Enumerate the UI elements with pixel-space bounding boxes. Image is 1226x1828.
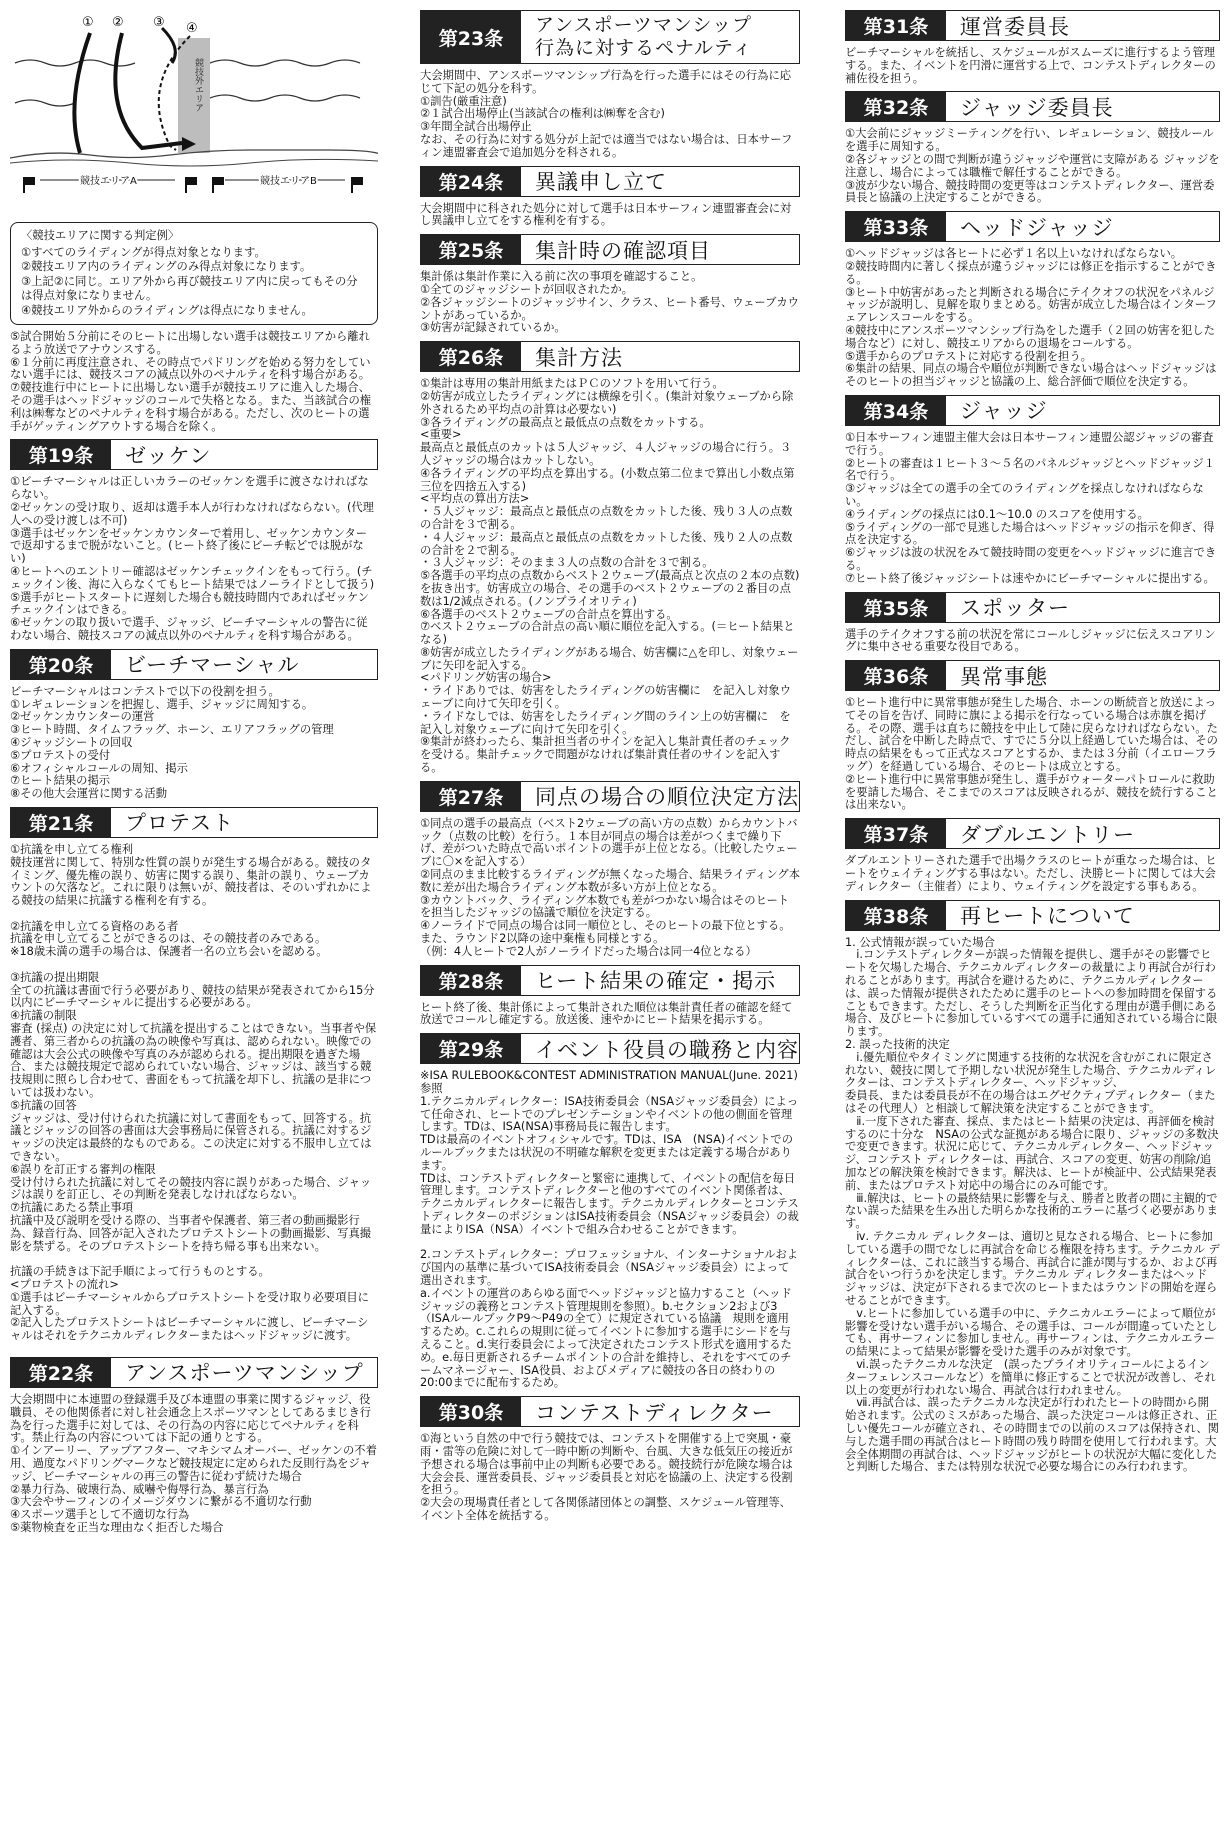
- article-number: 第27条: [421, 782, 521, 811]
- article-title: スポッター: [960, 596, 1070, 620]
- article-19-body: ①ビーチマーシャルは正しいカラーのゼッケンを選手に渡さなければならない。 ②ゼッケンの受け取り、返却は選手本人が行わなければならない。(代理人への受け渡しは不可) ③選手はゼッケンをゼッケンカウンターで着用し、ゼッケンカウンターで返却するまで脱がないこと。(ヒート終了後にビーチ転どでは脱がない) ④ヒートへのエントリー確認はゼッケンチェックインをもって行う。(チェックイン後、海に入らなくてもヒート結果ではノーライドとして扱う) ⑤選手がヒートスタートに遅刻した場合も競技時間内であればゼッケンチェックインはできる。 ⑥ゼッケンの取り扱いで選手、ジャッジ、ビーチマーシャルの警告に従わない場合、競技スコアの減点以外のペナルティを科す場合がある。: [10, 475, 375, 642]
- marker-1: ①: [82, 15, 94, 30]
- article-28-header: [420, 965, 800, 996]
- marker-2: ②: [112, 15, 124, 30]
- judgement-line: ④競技エリア外からのライディングは得点になりません。: [21, 303, 313, 317]
- article-number: 第30条: [421, 1397, 521, 1426]
- article-33-header: [845, 211, 1220, 242]
- article-28-body: ヒート終了後、集計係によって集計された順位は集計責任者の確認を経て放送でコールし確定する。放送後、速やかにヒート結果を掲示する。: [420, 1000, 793, 1027]
- column-2: [420, 0, 800, 1523]
- article-22-header: [10, 1357, 378, 1388]
- marker-3: ③: [153, 15, 165, 30]
- article-29-body: ※ISA RULEBOOK&CONTEST ADMINISTRATION MANUAL(June. 2021)参照 1.テクニカルディレクター：ISA技術委員会（NSAジャッジ委員会）によって任命され、ヒートでのプレゼンテーションやイベントの他の側面を管理します。TDは、ISA(NSA)事務局長に報告します。 TDは最高のイベントオフィシャルです。TDは、ISA (NSA)イベントでのルールブックまたは状況の不明確な解釈を変更または定義する場合があります。 TDは、コンテストディレクターと緊密に連携して、イベントの配信を毎日管理します。コンテストディレクターと他のすべてのイベント関係者は、テクニカルディレクターに報告します。テクニカルディレクターとコンテストディレクターのポジションはISA技術委員会（NSAジャッジ委員会）の裁量によりISA（NSA）イベントで組み合わせることができます。 2.コンテストディレクター：プロフェッショナル、インターナショナルおよび国内の基準に基づいてISA技術委員会（NSAジャッジ委員会）によって選出されます。 a.イベントの運営のあらゆる面でヘッドジャッジと協力すること（ヘッドジャッジの義務とコンテスト管理規則を参照）。b.セクション2および3（ISAルールブックP9〜P49の全て）に規定されている協議 規則を適用するため。c.これらの規則に従ってイベントに参加する選手にシードを与えること。d.実行委員会によって決定されたコンテスト形式を適用するため。e.毎日更新されるチームポイントの合計を維持し、それをすべてのチームマネージャー、ISA役員、およびメディアに競技の各日の終わりの20:00までに配布するため。: [420, 1069, 799, 1390]
- article-number: 第26条: [421, 342, 521, 371]
- article-19-header: [10, 439, 378, 470]
- article-23-body: 大会期間中、アンスポーツマンシップ行為を行った選手にはその行為に応じて下記の処分を科す。 ①訓告(厳重注意) ②１試合出場停止(当該試合の権利は㈱奪を含む) ③年間全試合出場停止 なお、その行為に対する処分が上記では適当ではない場合は、日本サーフィン連盟審査会で追加処分を科される。: [420, 69, 793, 159]
- article-title: アンスポーツマンシップ: [125, 1361, 364, 1386]
- ride-path-2: [115, 33, 182, 148]
- judgement-line: ①すべてのライディングが得点対象となります。: [21, 245, 266, 259]
- article-title: ダブルエントリー: [960, 822, 1136, 847]
- article-title: コンテストディレクター: [535, 1400, 774, 1425]
- article-title: 集計時の確認項目: [535, 238, 711, 263]
- column-3: [845, 0, 1220, 1474]
- article-number: 第36条: [846, 661, 946, 690]
- article-32-body: ①大会前にジャッジミーティングを行い、レギュレーション、競技ルールを選手に周知する。 ②各ジャッジとの間で判断が違うジャッジや運営に支障がある ジャッジを注意し、場合によっては職権で解任することができる。 ③波が少ない場合、競技時間の変更等はコンテストディレクター、運営委員長と協議の上決定することができる。: [845, 127, 1220, 205]
- ride-path-3: [162, 28, 175, 63]
- article-26-header: [420, 341, 800, 372]
- article-title: ビーチマーシャル: [125, 653, 300, 678]
- article-35-header: [845, 592, 1220, 623]
- article-23-header: [420, 10, 800, 64]
- out-of-area-label: 競技外エリア: [193, 58, 203, 112]
- article-number: 第21条: [11, 808, 111, 837]
- area-b-label: 競技エリアB: [260, 176, 317, 187]
- article-27-header: [420, 781, 800, 812]
- article-24-header: [420, 166, 800, 197]
- judgement-example-box: [10, 222, 378, 325]
- column-1: [10, 0, 378, 1535]
- article-number: 第32条: [846, 92, 946, 121]
- article-title: 運営委員長: [960, 14, 1070, 39]
- article-36-body: ①ヒート進行中に異常事態が発生した場合、ホーンの断続音と放送によってその旨を告げ、同時に旗による掲示を行なっている場合は赤旗を掲げる。その際、選手は直ちに競技を中止して陸に戻らなければならない。ただし、試合を中断した時点で、すでに５分以上経過していた場合は、その時点の結果をもって正式なスコアとするか、または３分前（イエローフラッグ）を経過している場合、そのヒートは成立とする。 ②ヒート進行中に異常事態が発生し、選手がウォーターパトロールに救助を要請した場合、そこまでのスコアは反映されるが、競技を続行することは出来ない。: [845, 696, 1218, 812]
- article-title: 集計方法: [535, 345, 623, 370]
- article-title: ゼッケン: [125, 443, 212, 468]
- article-number: 第31条: [846, 11, 946, 40]
- article-number: 第23条: [421, 11, 521, 63]
- article-21-body: ①抗議を申し立てる権利 競技運営に関して、特別な性質の誤りが発生する場合がある。競技のタイミング、優先権の誤り、妨害に関する誤り、集計の誤り、ウェーブカウントの欠落など。これに限りは無いが、競技者は、そのいずれかによる競技の結果に抗議する権利を有する。 ②抗議を申し立てる資格のある者 抗議を申し立てることができるのは、その競技者のみである。 ※18歳未満の選手の場合は、保護者一名の立ち会いを認める。 ③抗議の提出期限 全ての抗議は書面で行う必要があり、競技の結果が発表されてから15分以内にビーチマーシャルに提出する必要がある。 ④抗議の制限 審査 (採点) の決定に対して抗議を提出することはできない。当事者や保護者、第三者からの抗議の為の映像や写真は、認められない。映像での確認は大会公式の映像や写真のみが認められる。提出期限を過ぎた場合、または競技規定で認められていない場合、ジャッジは、該当する競技規則に照らし合わせて、書面をもって抗議を却下し、抗議の是非については扱わない。 ⑤抗議の回答 ジャッジは、受け付けられた抗議に対して書面をもって、回答する。抗議とジャッジの回答の書面は大会事務局に保管される。抗議に対するジャッジの決定は最終的なものである。この決定に対する不服申し立てはできない。 ⑥誤りを訂正する審判の権限 受け付けられた抗議に対してその競技内容に誤りがあった場合、ジャッジは誤りを訂正し、その判断を発表しなければならない。 ⑦抗議にあたる禁止事項 抗議中及び説明を受ける際の、当事者や保護者、第三者の動画撮影行為、録音行為、回答が記入されたプロテストシートの動画撮影、写真撮影を禁ずる。そのプロテストシートを持ち帰る事も出来ない。 抗議の手続きは下記手順によって行うものとする。 <プロテストの流れ> ①選手はビーチマーシャルからプロテストシートを受け取り必要項目に記入する。 ②記入したプロテストシートはビーチマーシャルに渡し、ビーチマーシャルはそれをテクニカルディレクターまたはヘッドジャッジに渡す。: [10, 842, 377, 1343]
- article-18-continued: ⑤試合開始５分前にそのヒートに出場しない選手は競技エリアから離れるよう放送でアナウンスする。 ⑥１分前に再度注意され、その時点でパドリングを始める努力をしていない選手には、競技スコアの減点以外のペナルティを科す場合がある。 ⑦競技進行中にヒートに出場しない選手が競技エリアに進入した場合、その選手はヘッドジャッジのコールで失格となる。また、当該試合の権利は㈱奪などのペナルティを科す場合がある。ただし、次のヒートの選手がゲッティングアウトする場合を除く。: [10, 330, 372, 433]
- article-title: 異常事態: [960, 664, 1048, 689]
- article-number: 第29条: [421, 1034, 521, 1063]
- article-26-body: ①集計は専用の集計用紙またはＰＣのソフトを用いて行う。 ②妨害が成立したライディングには横線を引く。(集計対象ウェーブから除外されるため平均点の計算は必要ない) ③各ライディングの最高点と最低点の点数をカットする。 <重要> 最高点と最低点のカットは５人ジャッジ、４人ジャッジの場合に行う。３人ジャッジの場合はカットしない。 ④各ライディングの平均点を算出する。(小数点第二位まで算出し小数点第三位を四捨五入する) <平均点の算出方法> ・５人ジャッジ：最高点と最低点の点数をカットした後、残り３人の点数の合計を３で割る。 ・４人ジャッジ：最高点と最低点の点数をカットした後、残り２人の点数の合計を２で割る。 ・３人ジャッジ：そのまま３人の点数の合計を３で割る。 ⑤各選手の平均点の点数からベスト２ウェーブ(最高点と次点の２本の点数)を抜き出す。妨害成立の場合、その選手のベスト２ウェーブの２番目の点数は1/2減点される。(ノンプライオリティ) ⑥各選手のベスト２ウェーブの合計点を算出する。 ⑦ベスト２ウェーブの合計点の高い順に順位を記入する。(＝ヒート結果となる) ⑧妨害が成立したライディングがある場合、妨害欄に△を印し、対象ウェーブに矢印を記入する。 <パドリング妨害の場合> ・ライドありでは、妨害をしたライディングの妨害欄に を記入し対象ウェーブに向けて矢印を引く。 ・ライドなしでは、妨害をしたライディング間のライン上の妨害欄に を記入し対象ウェーブに向けて矢印を引く。 ⑨集計が終わったら、集計担当者のサインを記入し集計責任者のチェックを受ける。集計チェックで問題がなければ集計責任者のサインを記入する。: [420, 377, 800, 775]
- article-34-body: ①日本サーフィン連盟主催大会は日本サーフィン連盟公認ジャッジの審査で行う。 ②ヒートの審査は１ヒート３〜５名のパネルジャッジとヘッドジャッジ１名で行う。 ③ジャッジは全ての選手の全てのライディングを採点しなければならない。 ④ライディングの採点には0.1〜10.0 のスコアを使用する。 ⑤ライディングの一部で見逃した場合はヘッドジャッジの指示を仰ぎ、得点を決定する。 ⑥ジャッジは波の状況をみて競技時間の変更をヘッドジャッジに進言できる。 ⑦ヒート終了後ジャッジシートは速やかにビーチマーシャルに提出する。: [845, 430, 1217, 585]
- article-36-header: [845, 660, 1220, 691]
- article-37-body: ダブルエントリーされた選手で出場クラスのヒートが重なった場合は、ヒートをウェイティングする事はない。ただし、決勝ヒートに関しては大会ディレクター（主催者）により、ウェイティングを設定する事もある。: [845, 854, 1217, 893]
- article-title: 同点の場合の順位決定方法: [535, 785, 799, 810]
- article-number: 第38条: [846, 901, 946, 930]
- article-number: 第24条: [421, 167, 521, 196]
- article-29-header: [420, 1033, 800, 1064]
- article-30-body: ①海という自然の中で行う競技では、コンテストを開催する上で突風・豪雨・雷等の危険に対して一時中断の判断や、台風、大きな低気圧の接近が予想される場合は事前中止の判断も必要である。競技続行が危険な場合は大会会長、運営委員長、ジャッジ委員長と対応を協議の上、決定する役割を担う。 ②大会の現場責任者として各関係諸団体との調整、スケジュール管理等、イベント全体を統括する。: [420, 1432, 793, 1522]
- article-30-header: [420, 1396, 800, 1427]
- article-20-header: [10, 649, 378, 680]
- article-22-body: 大会期間中に本連盟の登録選手及び本連盟の事業に関するジャッジ、役職員、その他関係者に対し社会通念上スポーツマンとしてあるまじき行為を行った選手に対しては、その行為の内容に応じてペナルティを科す。禁止行為の内容については下記の通りとする。 ①インアーリー、アップアフター、マキシマムオーバー、ゼッケンの不着用、過度なパドリングマークなど競技規定に定められた反則行為をジャッジ、ビーチマーシャルの再三の警告に従わず続けた場合 ②暴力行為、破壊行為、威嚇や侮辱行為、暴言行為 ③大会やサーフィンのイメージダウンに繋がる不適切な行動 ④スポーツ選手として不適切な行為 ⑤薬物検査を正当な理由なく拒否した場合: [10, 1392, 377, 1534]
- article-number: 第22条: [11, 1358, 111, 1387]
- article-title: ヒート結果の確定・掲示: [535, 969, 777, 994]
- article-37-header: [845, 818, 1220, 849]
- article-31-body: ビーチマーシャルを統括し、スケジュールがスムーズに進行するよう管理する。また、イベントを円滑に運営する上で、コンテストディレクターの補佐役を担う。: [845, 46, 1216, 85]
- article-title: ジャッジ委員長: [960, 95, 1114, 120]
- article-title: 異議申し立て: [535, 170, 667, 195]
- article-38-header: [845, 900, 1220, 931]
- article-number: 第35条: [846, 593, 946, 622]
- article-title: 再ヒートについて: [960, 904, 1135, 929]
- article-title: イベント役員の職務と内容: [535, 1037, 799, 1062]
- marker-4: ④: [186, 21, 198, 36]
- article-33-body: ①ヘッドジャッジは各ヒートに必ず１名以上いなければならない。 ②競技時間内に著しく採点が違うジャッジには修正を指示することができる。 ③ヒート中妨害があったと判断される場合にテイクオフの状況をパネルジャッジが説明し、見解を取りまとめる。妨害が成立した場合はインターフェアレンスコールをする。 ④競技中にアンスポーツマンシップ行為をした選手（２回の妨害を犯した場合など）に対し、競技エリアからの退場をコールする。 ⑤選手からのプロテストに対応する役割を担う。 ⑥集計の結果、同点の場合や順位が判断できない場合はヘッドジャッジはそのヒートの担当ジャッジと協議の上、総合評価で順位を決定する。: [845, 247, 1217, 389]
- article-35-body: 選手のテイクオフする前の状況を常にコールしジャッジに伝えスコアリングに集中させる重要な役目である。: [845, 627, 1216, 654]
- article-38-body: 1. 公式情報が誤っていた場合 ⅰ.コンテストディレクターが誤った情報を提供し、選手がその影響でヒートを欠場した場合、テクニカルディレクターの裁量により再試合が行われることがあります。再試合を避けるために、テクニカルディレクターは、誤った情報が提供されたために選手のヒートへの参加時間を保留することもできます。ただし、そうした判断を正当化する理由が選手側にある場合、及びヒートに参加しているすべての選手に通知されている場合に限ります。 2. 誤った技術的決定 ⅰ.優先順位やタイミングに関連する技術的な状況を含むがこれに限定されない、競技に関して予期しない状況が発生した場合、テクニカルディレクターは、コンテストディレクター、ヘッドジャッジ、 委員長、または委員長が不在の場合はエグゼクティブディレクター（またはその代理人）と相談して解決策を決定することができます。 ⅱ.一度下された審査、採点、またはヒート結果の決定は、再評価を検討するのに十分な NSAの公式な証拠がある場合に限り、ジャッジの多数決で変更できます。状況に応じて、テクニカルディレクター、ヘッドジャッジ、コンテスト ディレクターは、再試合、スコアの変更、妨害の削除/追加などの解決策を検討できます。解決は、ヒートが検証中、公式結果発表前、またはプロテスト対応中の場合にのみ可能です。 ⅲ.解決は、ヒートの最終結果に影響を与え、勝者と敗者の間に主観的でない誤った結果を生み出した明らかな技術的エラーに基づく必要があります。 ⅳ. テクニカル ディレクターは、適切と見なされる場合、ヒートに参加している選手の間でなしに再試合を命じる権限を持ちます。テクニカル ディレクターは、これに該当する場合、再試合に誰が関与するか、および再試合をいつ行うかを決定します。テクニカル ディレクターまたはヘッド ジャッジは、決定が下されるまで次のヒートまたはラウンドの開始を遅らせることができます。 ⅴ.ヒートに参加している選手の中に、テクニカルエラーによって順位が影響を受けない選手がいる場合、その選手は、コールが間違っていたとしても、再サーフィンに参加しません。再サーフィンは、テクニカルエラーの結果によって結果が影響を受けた選手のみが対象です。 ⅵ.誤ったテクニカルな決定 (誤ったプライオリティコールによるインターフェレンスコールなど）を簡単に修正することで状況が改善し、それ以上の変更が行われない場合、再試合は行われません。 ⅶ.再試合は、誤ったテクニカルな決定が行われたヒートの時間から開始されます。公式のミスがあった場合、誤った決定コールは修正され、正しい優先コールが確立され、その時間までの以前のスコアは保持され、関与した選手間の再試合はヒート時間の残り時間を使用して行われます。大会全体期間の再試合は、ヘッドジャッジがヒートの状況が大幅に変化したと判断した場合、または特別な状況で必要な場合にのみ行われます。: [845, 935, 1220, 1474]
- article-24-body: 大会期間中に科された処分に対して選手は日本サーフィン連盟審査会に対し異議申し立てをする権利を有する。: [420, 201, 792, 228]
- article-number: 第28条: [421, 966, 521, 995]
- article-number: 第20条: [11, 650, 111, 679]
- competition-area-diagram: [10, 8, 378, 208]
- judgement-line: ②競技エリア内のライディングのみ得点対象になります。: [21, 260, 312, 273]
- ride-path-1: [74, 33, 90, 153]
- article-number: 第25条: [421, 235, 521, 264]
- area-a-label: 競技エリアA: [80, 176, 137, 187]
- article-21-header: [10, 807, 378, 838]
- judgement-box-title: 〈競技エリアに関する判定例〉: [21, 229, 180, 242]
- article-number: 第33条: [846, 212, 946, 241]
- article-34-header: [845, 395, 1220, 426]
- article-title: アンスポーツマンシップ 行為に対するペナルティ: [535, 14, 753, 59]
- article-25-body: 集計係は集計作業に入る前に次の事項を確認すること。 ①全てのジャッジシートが回収されたか。 ②各ジャッジシートのジャッジサイン、クラス、ヒート番号、ウェーブカウントがあっているか。 ③妨害が記録されているか。: [420, 270, 799, 335]
- area-diagram-svg: [10, 8, 378, 208]
- article-20-body: ビーチマーシャルはコンテストで以下の役割を担う。 ①レギュレーションを把握し、選手、ジャッジに周知する。 ②ゼッケンカウンターの運営 ③ヒート時間、タイムフラッグ、ホーン、エリアフラッグの管理 ④ジャッジシートの回収 ⑤プロテストの受付 ⑥オフィシャルコールの周知、掲示 ⑦ヒート結果の掲示 ⑧その他大会運営に関する活動: [10, 684, 334, 801]
- article-number: 第34条: [846, 396, 946, 425]
- article-32-header: [845, 91, 1220, 122]
- article-number: 第37条: [846, 819, 946, 848]
- article-title: ヘッドジャッジ: [960, 215, 1114, 240]
- article-31-header: [845, 10, 1220, 41]
- judgement-line: ③上記②に同じ。エリア外から再び競技エリア内に戻ってもその分は得点対象になりません。: [21, 274, 358, 302]
- article-25-header: [420, 234, 800, 265]
- article-27-body: ①同点の選手の最高点（ベスト2ウェーブの高い方の点数）からカウントバック（点数の比較）を行う。１本目が同点の場合は差がつくまで繰り下げ、差がついた時点で高いポイントの選手が上位となる。（比較したウェーブに〇×を記入する） ②同点のまま比較するライディングが無くなった場合、結果ライディング本数に差が出た場合ライディング本数が多い方が上位となる。 ③カウントバック、ライディング本数でも差がつかない場合はそのヒートを担当したジャッジの協議で順位を決定する。 ④ノーライドで同点の場合は同一順位とし、そのヒートの最下位とする。また、ラウンド2以降の途中棄権も同様とする。 （例：4人ヒートで2人がノーライドだった場合は同一4位となる）: [420, 816, 800, 958]
- article-title: プロテスト: [125, 811, 235, 836]
- article-number: 第19条: [11, 440, 111, 469]
- article-title: ジャッジ: [960, 399, 1048, 424]
